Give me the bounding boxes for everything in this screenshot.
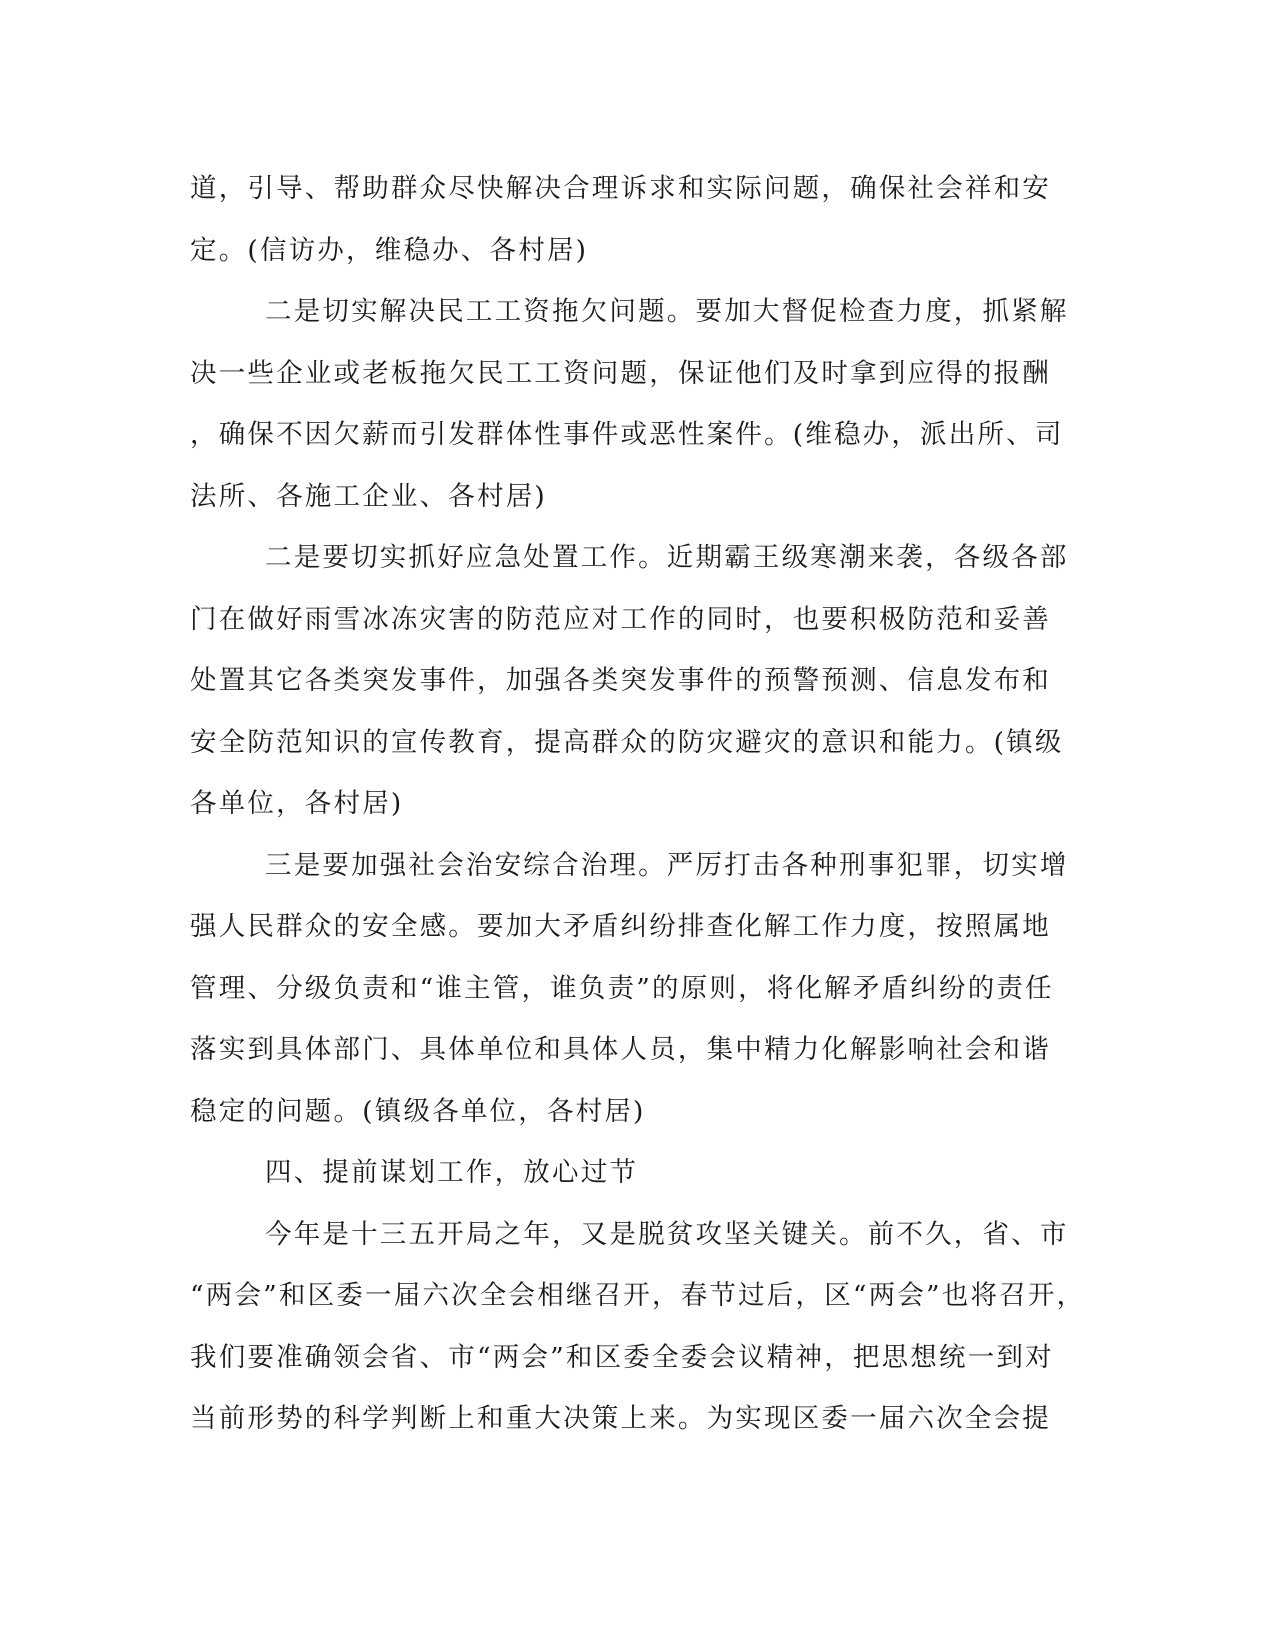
text-line: 道，引导、帮助群众尽快解决合理诉求和实际问题，确保社会祥和安: [190, 173, 1051, 204]
paragraph-first-line: 二是切实解决民工工资拖欠问题。要加大督促检查力度，抓紧解: [265, 296, 1069, 327]
text-line: 落实到具体部门、具体单位和具体人员，集中精力化解影响社会和谐: [190, 1034, 1051, 1065]
text-line: 管理、分级负责和“谁主管，谁负责”的原则，将化解矛盾纠纷的责任: [190, 972, 1054, 1004]
text-line: 强人民群众的安全感。要加大矛盾纠纷排查化解工作力度，按照属地: [190, 911, 1051, 942]
text-line: 稳定的问题。(镇级各单位，各村居): [190, 1095, 646, 1127]
text-line: 决一些企业或老板拖欠民工工资问题，保证他们及时拿到应得的报酬: [190, 357, 1051, 389]
text-line: 各单位，各村居): [190, 788, 404, 819]
text-line: 安全防范知识的宣传教育，提高群众的防灾避灾的意识和能力。(镇级: [190, 726, 1064, 758]
paragraph-first-line: 三是要加强社会治安综合治理。严厉打击各种刑事犯罪，切实增: [265, 849, 1069, 881]
paragraph-first-line: 二是要切实抓好应急处置工作。近期霸王级寒潮来袭，各级各部: [265, 542, 1069, 573]
text-line: 法所、各施工企业、各村居): [190, 480, 547, 512]
text-line: 定。(信访办，维稳办、各村居): [190, 234, 589, 266]
text-line: 我们要准确领会省、市“两会”和区委全委会议精神，把思想统一到对: [190, 1341, 1054, 1373]
text-line: “两会”和区委一届六次全会相继召开，春节过后，区“两会”也将召开，: [190, 1280, 1086, 1311]
body-text: [190, 158, 1086, 1450]
text-line: 门在做好雨雪冰冻灾害的防范应对工作的同时，也要积极防范和妥善: [190, 603, 1051, 635]
text-line: 当前形势的科学判断上和重大决策上来。为实现区委一届六次全会提: [190, 1403, 1051, 1434]
text-line: ，确保不因欠薪而引发群体性事件或恶性案件。(维稳办，派出所、司: [190, 419, 1064, 450]
paragraph-first-line: 今年是十三五开局之年，又是脱贫攻坚关键关。前不久，省、市: [265, 1218, 1069, 1250]
section-heading: 四、提前谋划工作，放心过节: [265, 1157, 639, 1188]
text-line: 处置其它各类突发事件，加强各类突发事件的预警预测、信息发布和: [190, 665, 1051, 696]
